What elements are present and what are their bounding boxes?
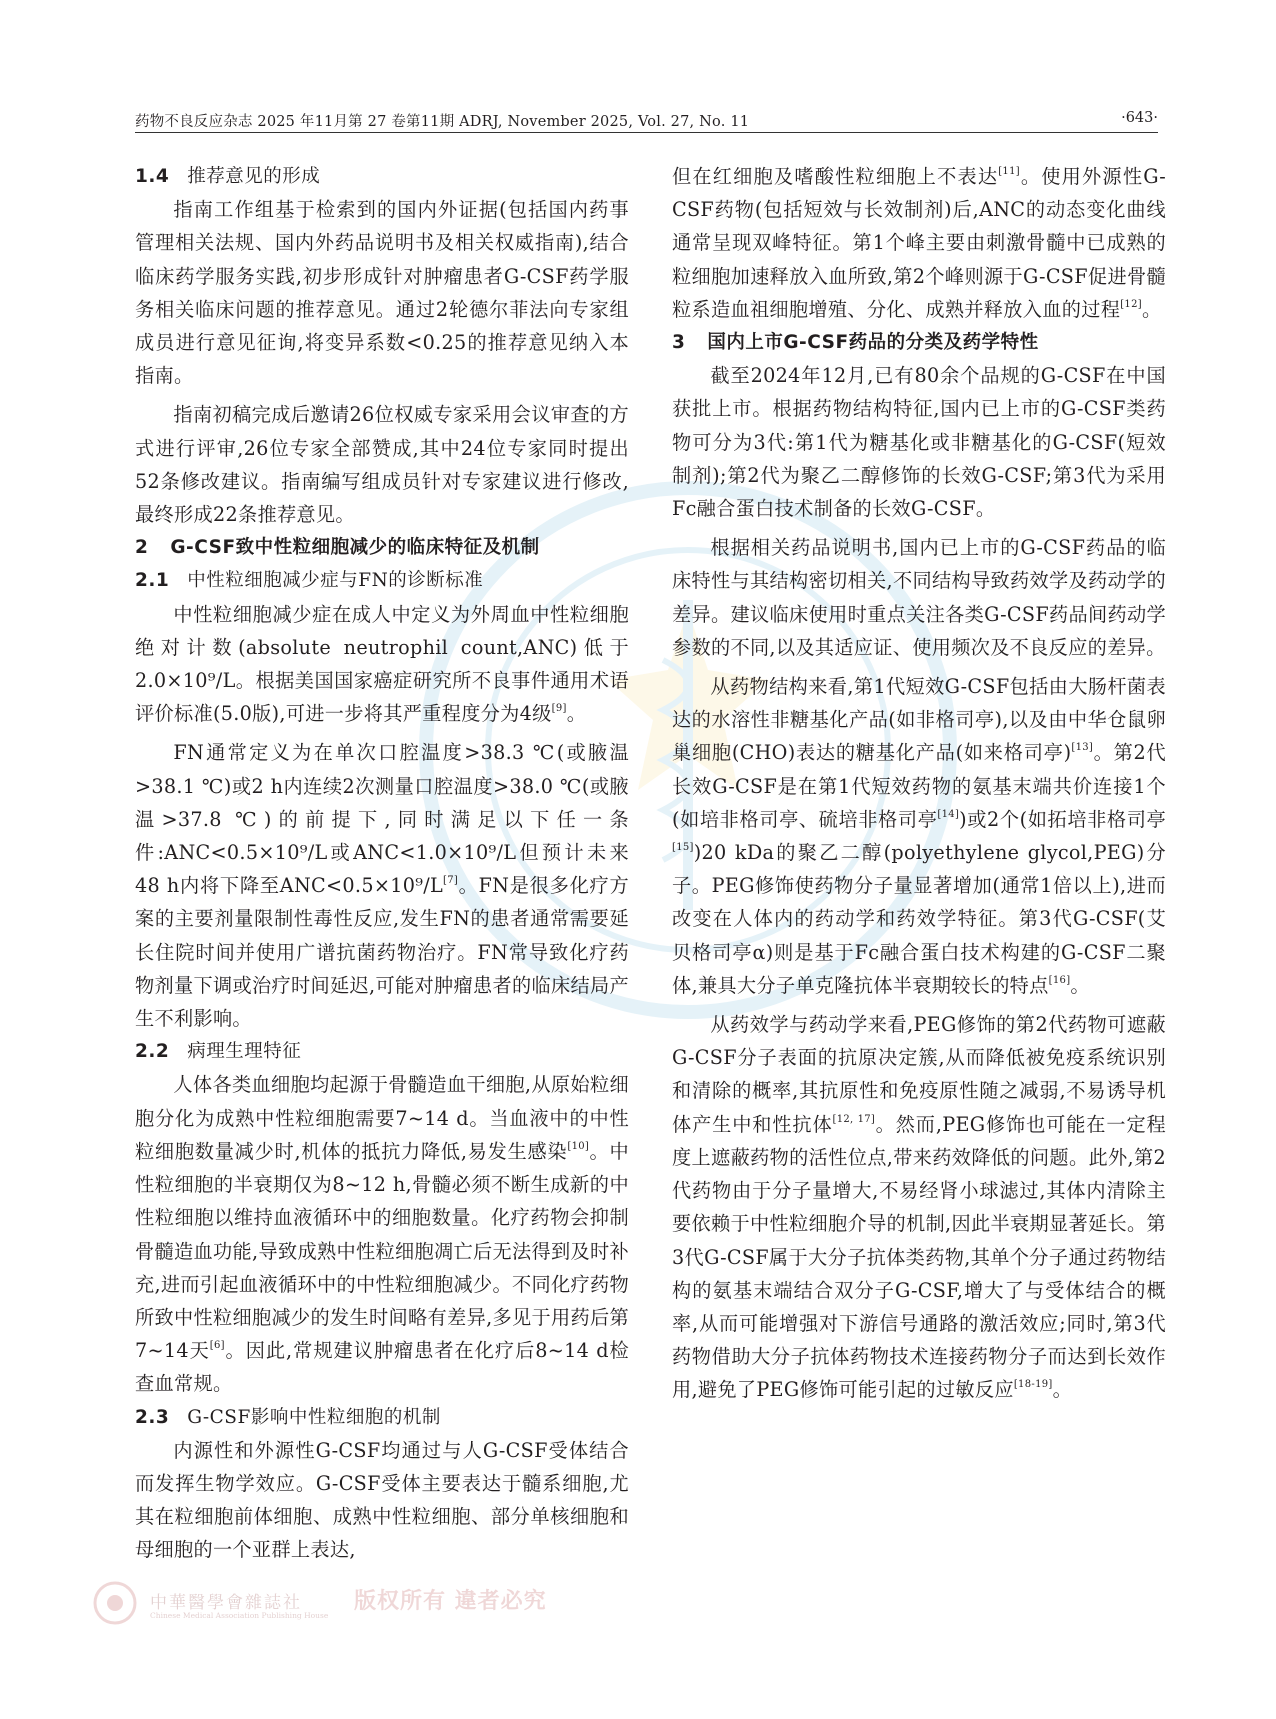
citation: [14]: [937, 808, 960, 820]
paragraph: 根据相关药品说明书,国内已上市的G-CSF药品的临床特性与其结构密切相关,不同结构导致药效学及药动学的差异。建议临床使用时重点关注各类G-CSF药品间药动学参数的不同,以及其适应证、使用频次及不良反应的差异。: [672, 536, 1166, 659]
publisher-name: 中華醫學會雜誌社: [150, 1593, 302, 1613]
citation: [12]: [1120, 298, 1142, 310]
paragraph: 从药物结构来看,第1代短效G-CSF包括由大肠杆菌表达的水溶性非糖基化产品(如非格司亭),以及由中华仓鼠卵巢细胞(CHO)表达的糖基化产品(如来格司亭)[13]。第2代长效G-CSF是在第1代短效药物的氨基末端共价连接1个(如培非格司亭、硫培非格司亭[14])或2个(如拓培非格司亭[15])20 kDa的聚乙二醇(polyethylene glycol,PEG)分子。PEG修饰使药物分子量显著增加(通常1倍以上),进而改变在人体内的药动学和药效学特征。第3代G-CSF(艾贝格司亭α)则是基于Fc融合蛋白技术构建的G-CSF二聚体,兼具大分子单克隆抗体半衰期较长的特点[16]。: [672, 675, 1166, 997]
publisher-emblem-icon: [92, 1580, 138, 1626]
paragraph: 但在红细胞及嗜酸性粒细胞上不表达[11]。使用外源性G-CSF药物(包括短效与长效制剂)后,ANC的动态变化曲线通常呈现双峰特征。第1个峰主要由刺激骨髓中已成熟的粒细胞加速释放入血所致,第2个峰则源于G-CSF促进骨髓粒系造血祖细胞增殖、分化、成熟并释放入血的过程[12]。: [672, 165, 1166, 321]
citation: [7]: [443, 875, 459, 887]
paragraph: 内源性和外源性G-CSF均通过与人G-CSF受体结合而发挥生物学效应。G-CSF受体主要表达于髓系细胞,尤其在粒细胞前体细胞、成熟中性粒细胞、部分单核细胞和母细胞的一个亚群上表达,: [135, 1438, 629, 1562]
journal-citation: 药物不良反应杂志 2025 年11月第 27 卷第11期 ADRJ, November 2025, Vol. 27, No. 11: [135, 114, 750, 130]
paragraph: 指南工作组基于检索到的国内外证据(包括国内药事管理相关法规、国内外药品说明书及相关权威指南),结合临床药学服务实践,初步形成针对肿瘤患者G-CSF药学服务相关临床问题的推荐意见。通过2轮德尔菲法向专家组成员进行意见征询,将变异系数<0.25的推荐意见纳入本指南。: [135, 198, 629, 388]
citation: [6]: [209, 1340, 225, 1352]
citation: [16]: [1048, 974, 1071, 986]
citation: [9]: [551, 703, 567, 715]
page-number: ·643·: [1121, 110, 1158, 126]
section-1-4-heading: 1.4 推荐意见的形成: [135, 166, 321, 187]
citation: [12, 17]: [832, 1113, 876, 1125]
left-column: [135, 160, 629, 1567]
citation: [13]: [1071, 742, 1094, 754]
section-2-1-heading: 2.1 中性粒细胞减少症与FN的诊断标准: [135, 570, 484, 592]
citation: [15]: [672, 842, 694, 854]
copyright-stamp: 版权所有 違者必究: [354, 1588, 547, 1614]
right-column: [672, 160, 1166, 1407]
paragraph: 从药效学与药动学来看,PEG修饰的第2代药物可遮蔽G-CSF分子表面的抗原决定簇,从而降低被免疫系统识别和清除的概率,其抗原性和免疫原性随之减弱,不易诱导机体产生中和性抗体[12, 17]。然而,PEG修饰也可能在一定程度上遮蔽药物的活性位点,带来药效降低的问题。此外,第2代药物由于分子量增大,不易经肾小球滤过,其体内清除主要依赖于中性粒细胞介导的机制,因此半衰期显著延长。第3代G-CSF属于大分子抗体类药物,其单个分子通过药物结构的氨基末端结合双分子G-CSF,增大了与受体结合的概率,从而可能增强对下游信号通路的激活效应;同时,第3代药物借助大分子抗体药物技术连接药物分子而达到长效作用,避免了PEG修饰可能引起的过敏反应[18-19]。: [672, 1013, 1166, 1402]
section-2-2-heading: 2.2 病理生理特征: [135, 1041, 302, 1063]
citation: [11]: [998, 166, 1020, 177]
citation: [18-19]: [1013, 1379, 1053, 1391]
running-header: [135, 110, 1158, 133]
paragraph: 指南初稿完成后邀请26位权威专家采用会议审查的方式进行评审,26位专家全部赞成,其中24位专家同时提出52条修改建议。指南编写组成员针对专家建议进行修改,最终形成22条推荐意见。: [135, 403, 629, 527]
section-2-heading: 2 G-CSF致中性粒细胞减少的临床特征及机制: [135, 537, 540, 559]
paragraph: 人体各类血细胞均起源于骨髓造血干细胞,从原始粒细胞分化为成熟中性粒细胞需要7~14 d。当血液中的中性粒细胞数量减少时,机体的抵抗力降低,易发生感染[10]。中性粒细胞的半衰期仅为8~12 h,骨髓必须不断生成新的中性粒细胞以维持血液循环中的细胞数量。化疗药物会抑制骨髓造血功能,导致成熟中性粒细胞凋亡后无法得到及时补充,进而引起血液循环中的中性粒细胞减少。不同化疗药物所致中性粒细胞减少的发生时间略有差异,多见于用药后第7~14天[6]。因此,常规建议肿瘤患者在化疗后8~14 d检查血常规。: [135, 1073, 629, 1396]
publisher-name-en: Chinese Medical Association Publishing House: [150, 1611, 329, 1620]
paragraph: 中性粒细胞减少症在成人中定义为外周血中性粒细胞绝对计数(absolute neutrophil count,ANC)低于2.0×10⁹/L。根据美国国家癌症研究所不良事件通用术语评价标准(5.0版),可进一步将其严重程度分为4级[9]。: [135, 602, 629, 726]
paragraph: 截至2024年12月,已有80余个品规的G-CSF在中国获批上市。根据药物结构特征,国内已上市的G-CSF类药物可分为3代:第1代为糖基化或非糖基化的G-CSF(短效制剂);第2代为聚乙二醇修饰的长效G-CSF;第3代为采用Fc融合蛋白技术制备的长效G-CSF。: [672, 364, 1166, 521]
section-3-heading: 3 国内上市G-CSF药品的分类及药学特性: [672, 332, 1039, 354]
citation: [10]: [567, 1140, 590, 1152]
paragraph: FN通常定义为在单次口腔温度>38.3 ℃(或腋温>38.1 ℃)或2 h内连续2次测量口腔温度>38.0 ℃(或腋温>37.8 ℃)的前提下,同时满足以下任一条件:ANC<0.5×10⁹/L或ANC<1.0×10⁹/L但预计未来48 h内将下降至ANC<0.5×10⁹/L[7]。FN是很多化疗方案的主要剂量限制性毒性反应,发生FN的患者通常需要延长住院时间并使用广谱抗菌药物治疗。FN常导致化疗药物剂量下调或治疗时间延迟,可能对肿瘤患者的临床结局产生不利影响。: [135, 741, 629, 1031]
publisher-logo: [92, 1580, 552, 1630]
section-2-3-heading: 2.3 G-CSF影响中性粒细胞的机制: [135, 1406, 441, 1428]
